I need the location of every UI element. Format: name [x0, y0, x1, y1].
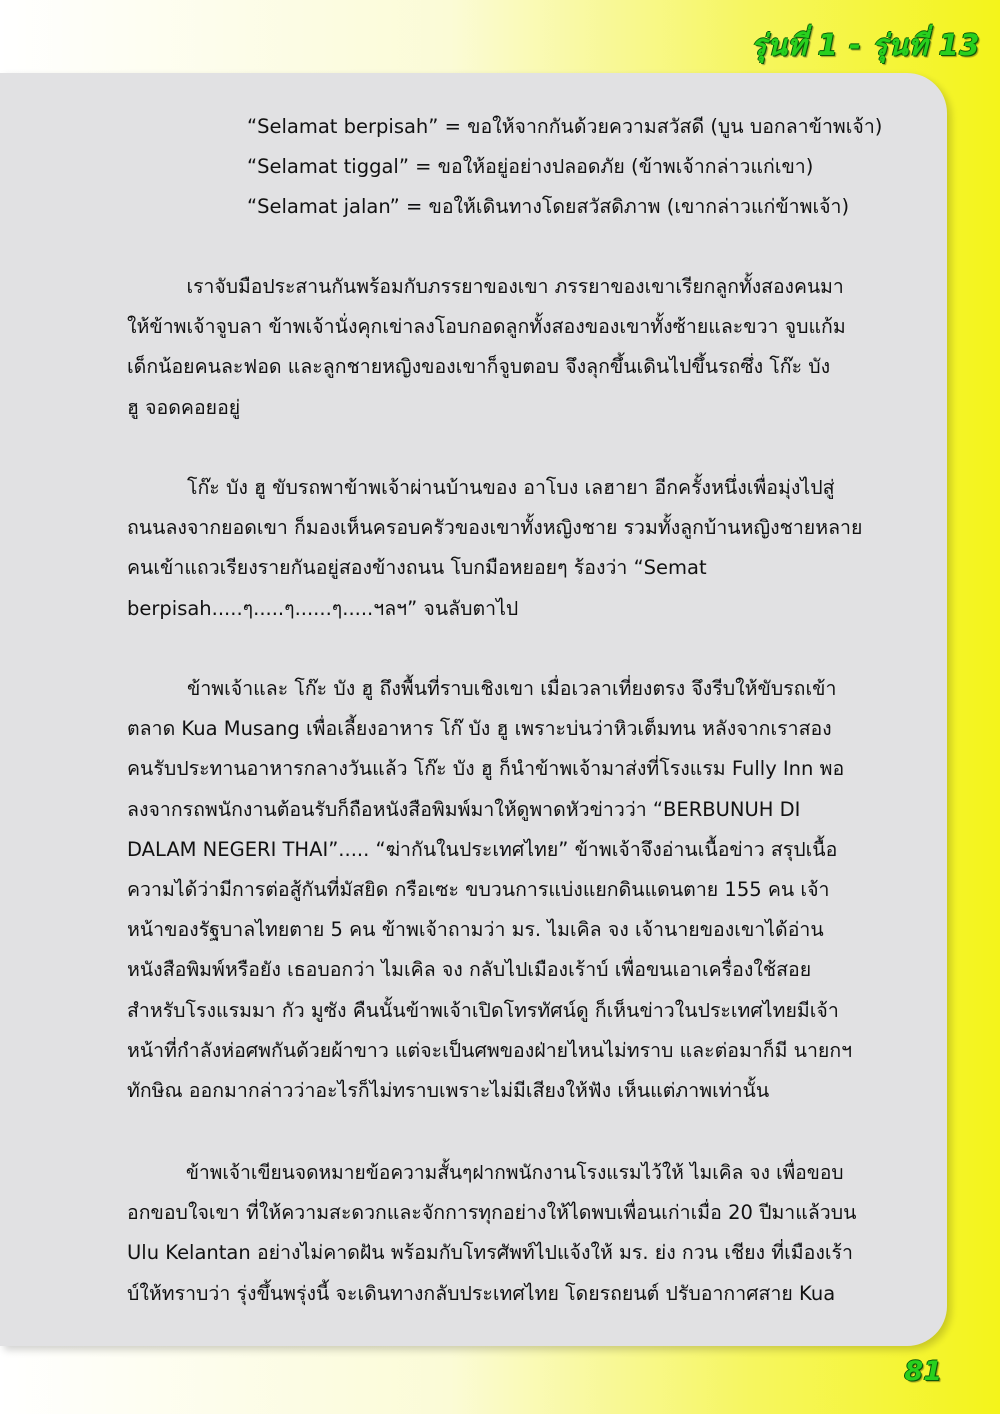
paragraph-line: ทักษิณ ออกมากล่าวว่าอะไรก็ไม่ทราบเพราะไม่มีเสียงให้ฟัง เห็นแต่ภาพเท่านั้น — [127, 1078, 770, 1102]
paragraph-line: ลงจากรถพนักงานต้อนรับก็ถือหนังสือพิมพ์มาให้ดูพาดหัวข่าวว่า “BERBUNUH DI — [127, 797, 801, 821]
paragraph-line: เด็กน้อยคนละฟอด และลูกชายหญิงของเขาก็จูบตอบ จึงลุกขึ้นเดินไปขึ้นรถซึ่ง โก๊ะ บัง — [127, 355, 831, 379]
paragraph-line: ฮู จอดคอยอยู่ — [127, 395, 241, 419]
paragraph-line: หน้าของรัฐบาลไทยตาย 5 คน ข้าพเจ้าถามว่า มร. ไมเคิล จง เจ้านายของเขาได้อ่าน — [127, 918, 824, 942]
paragraph-line: ข้าพเจ้าเขียนจดหมายข้อความสั้นๆฝากพนักงานโรงแรมไว้ให้ ไมเคิล จง เพื่อขอบ — [185, 1161, 844, 1184]
quote-line: “Selamat jalan” = ขอให้เดินทางโดยสวัสดิภาพ (เขากล่าวแก่ข้าพเจ้า) — [247, 195, 850, 218]
paragraph-1 — [127, 267, 904, 428]
paragraph-line: โก๊ะ บัง ฮู ขับรถพาข้าพเจ้าผ่านบ้านของ อาโบง เลฮายา อีกครั้งหนึ่งเพื่อมุ่งไปสู่ — [187, 476, 835, 499]
paragraph-line: berpisah.....ๆ.....ๆ......ๆ.....ฯลฯ” จนลับตาไป — [127, 596, 519, 620]
quote-line: “Selamat berpisah” = ขอให้จากกันด้วยความสวัสดี (บูน บอกลาข้าพเจ้า) — [247, 115, 883, 138]
paragraph-line: Ulu Kelantan อย่างไม่คาดฝัน พร้อมกับโทรศัพท์ไปแจ้งให้ มร. ย่ง กวน เชียง ที่เมืองเร้า — [127, 1241, 853, 1265]
paragraph-4 — [127, 1153, 904, 1314]
page-header-title: รุ่นที่ 1 - รุ่นที่ 13 — [751, 28, 980, 62]
paragraph-line: DALAM NEGERI THAI”..... “ฆ่ากันในประเทศไทย” ข้าพเจ้าจึงอ่านเนื้อข่าว สรุปเนื้อ — [127, 837, 838, 861]
paragraph-line: เราจับมือประสานกันพร้อมกับภรรยาของเขา ภรรยาของเขาเรียกลูกทั้งสองคนมา — [186, 275, 844, 298]
paragraph-line: ความได้ว่ามีการต่อสู้กันที่มัสยิด กรือเซะ ขบวนการแบ่งแยกดินแดนตาย 155 คน เจ้า — [127, 877, 830, 901]
paragraph-line: คนรับประทานอาหารกลางวันแล้ว โก๊ะ บัง ฮู ก็นำข้าพเจ้ามาส่งที่โรงแรม Fully Inn พอ — [127, 757, 845, 781]
paragraph-line: ข้าพเจ้าและ โก๊ะ บัง ฮู ถึงพื้นที่ราบเชิงเขา เมื่อเวลาเที่ยงตรง จึงรีบให้ขับรถเข้า — [187, 677, 837, 700]
paragraph-3 — [127, 669, 904, 1111]
paragraph-line: ถนนลงจากยอดเขา ก็มองเห็นครอบครัวของเขาทั้งหญิงชาย รวมทั้งลูกบ้านหญิงชายหลาย — [127, 516, 863, 540]
paragraph-line: สำหรับโรงแรมมา กัว มูซัง คืนนั้นข้าพเจ้าเปิดโทรทัศน์ดู ก็เห็นข่าวในประเทศไทยมีเจ้า — [127, 998, 839, 1022]
paragraph-2 — [127, 468, 904, 629]
paragraph-line: หนังสือพิมพ์หรือยัง เธอบอกว่า ไมเคิล จง กลับไปเมืองเร้าบ์ เพื่อขนเอาเครื่องใช้สอย — [127, 958, 812, 982]
quote-list — [247, 107, 927, 227]
paragraph-line: หน้าที่กำลังห่อศพกันด้วยผ้าขาว แต่จะเป็นศพของฝ่ายไหนไม่ทราบ และต่อมาก็มี นายกฯ — [127, 1038, 853, 1062]
paragraph-line: ตลาด Kua Musang เพื่อเลี้ยงอาหาร โก๊ บัง ฮู เพราะบ่นว่าหิวเต็มทน หลังจากเราสอง — [127, 717, 832, 741]
paragraph-line: คนเข้าแถวเรียงรายกันอยู่สองข้างถนน โบกมือหยอยๆ ร้องว่า “Semat — [127, 556, 707, 580]
page-number: 81 — [904, 1356, 942, 1387]
paragraph-line: บ์ให้ทราบว่า รุ่งขึ้นพรุ่งนี้ จะเดินทางกลับประเทศไทย โดยรถยนต์ ปรับอากาศสาย Kua — [127, 1281, 836, 1305]
paragraph-line: อกขอบใจเขา ที่ให้ความสะดวกและจักการทุกอย่างให้ไดพบเพื่อนเก่าเมื่อ 20 ปีมาแล้วบน — [127, 1201, 857, 1225]
paragraph-line: ให้ข้าพเจ้าจูบลา ข้าพเจ้านั่งคุกเข่าลงโอบกอดลูกทั้งสองของเขาทั้งซ้ายและขวา จูบแก้ม — [127, 315, 846, 339]
quote-line: “Selamat tiggal” = ขอให้อยู่อย่างปลอดภัย (ข้าพเจ้ากล่าวแก่เขา) — [247, 155, 814, 178]
